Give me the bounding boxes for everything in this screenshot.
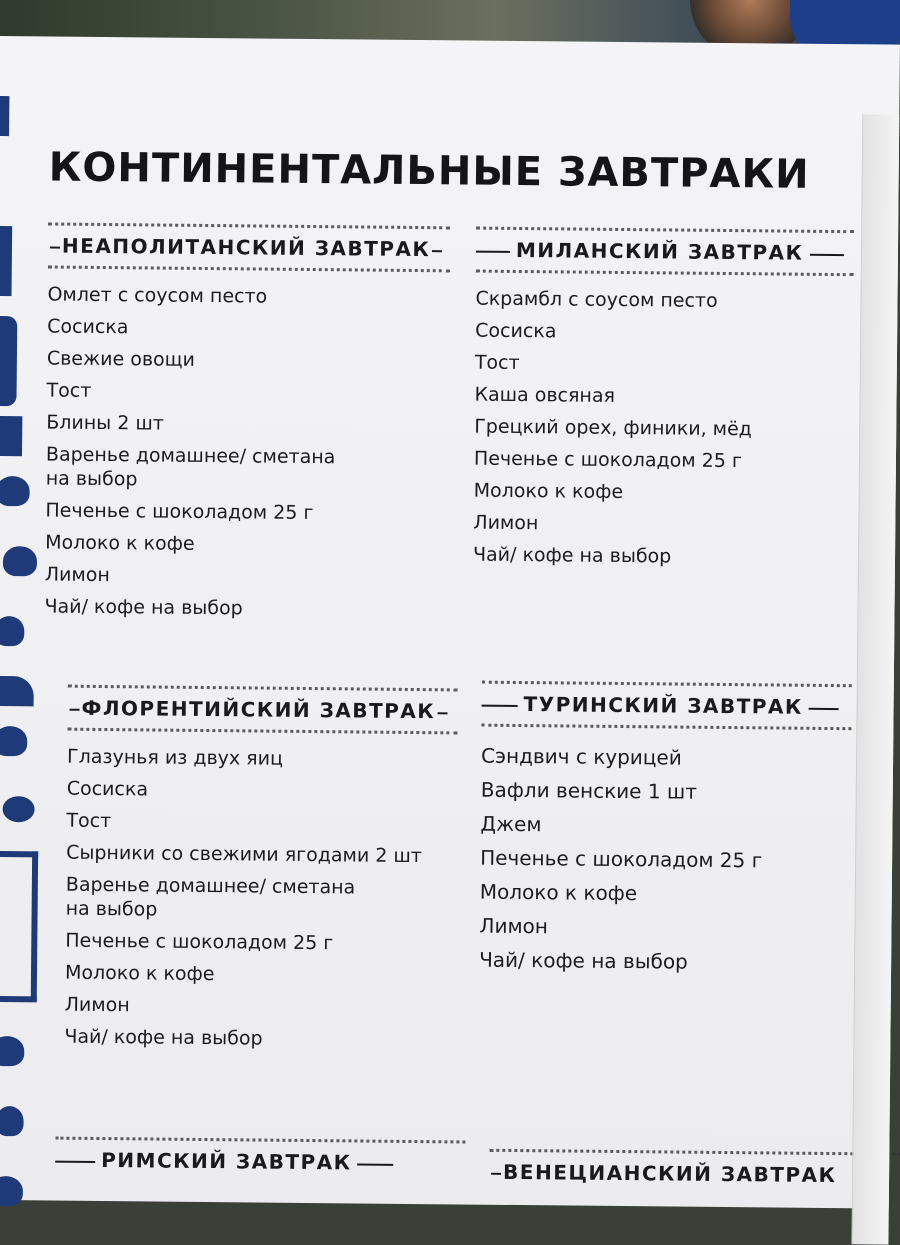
menu-item: Вафли венские 1 шт (480, 777, 698, 804)
menu-item: Печенье с шоколадом 25 г (45, 499, 314, 525)
menu-page (0, 36, 900, 1209)
menu-item: Чай/ кофе на выбор (44, 595, 243, 620)
menu-item: Сосиска (66, 777, 149, 801)
section-title (489, 1160, 900, 1188)
menu-item: Лимон (479, 913, 549, 939)
menu-item: Лимон (44, 563, 110, 587)
dotted-divider (482, 681, 852, 688)
section-title-text: ФЛОРЕНТИЙСКИЙ ЗАВТРАК (81, 695, 436, 724)
section-florentine (64, 685, 458, 1061)
menu-item: Молоко к кофе (64, 961, 215, 986)
section-title-text: РИМСКИЙ ЗАВТРАК (101, 1148, 352, 1175)
section-title (55, 1148, 465, 1176)
section-turin (479, 681, 852, 985)
dotted-divider (67, 728, 457, 735)
menu-item: Варенье домашнее/ сметана на выбор (65, 873, 356, 921)
menu-item: Блины 2 шт (46, 411, 164, 435)
menu-item: Варенье домашнее/ сметана на выбор (45, 443, 336, 491)
menu-item: Тост (474, 351, 520, 375)
rule-decoration (809, 253, 843, 255)
dash-decoration (432, 250, 442, 252)
dash-decoration (70, 708, 80, 710)
section-title (48, 233, 450, 261)
menu-item: Чай/ кофе на выбор (64, 1025, 263, 1050)
menu-item: Молоко к кофе (45, 531, 195, 555)
menu-item: Сосиска (47, 315, 129, 339)
item-list (473, 287, 854, 571)
menu-item: Лимон (64, 993, 130, 1017)
dotted-divider (481, 724, 851, 731)
menu-item: Скрамбл с соусом песто (475, 287, 718, 312)
dash-decoration (437, 712, 447, 714)
dotted-divider (476, 227, 854, 234)
section-title-text: МИЛАНСКИЙ ЗАВТРАК (515, 237, 804, 265)
rule-decoration (476, 250, 510, 252)
section-title-text: НЕАПОЛИТАНСКИЙ ЗАВТРАК (61, 233, 431, 262)
menu-item: Тост (46, 379, 92, 402)
menu-item: Джем (480, 811, 542, 837)
item-list (44, 282, 449, 622)
menu-item: Сэндвич с курицей (480, 743, 682, 770)
item-list (479, 743, 851, 977)
dash-decoration (50, 246, 60, 248)
section-title-text: ВЕНЕЦИАНСКИЙ ЗАВТРАК (503, 1159, 837, 1188)
menu-item: Тост (66, 809, 112, 833)
section-title (67, 696, 457, 724)
menu-item: Печенье с шоколадом 25 г (65, 929, 334, 955)
menu-item: Каша овсяная (474, 383, 616, 407)
menu-item: Омлет с соусом песто (47, 283, 268, 308)
dotted-divider (48, 222, 450, 229)
section-title-text: ТУРИНСКИЙ ЗАВТРАК (523, 692, 803, 719)
decorative-border-pattern (0, 76, 46, 1236)
menu-item: Сосиска (475, 319, 557, 343)
section-rome (55, 1137, 465, 1184)
menu-item: Лимон (473, 511, 539, 535)
menu-item: Молоко к кофе (479, 879, 638, 906)
rule-decoration (358, 1163, 394, 1165)
dotted-divider (55, 1137, 465, 1144)
menu-item: Чай/ кофе на выбор (472, 543, 672, 568)
dotted-divider (68, 685, 458, 692)
dotted-divider (476, 270, 854, 277)
item-list (64, 745, 457, 1053)
menu-title: КОНТИНЕНТАЛЬНЫЕ ЗАВТРАКИ (48, 144, 810, 198)
page-edge (851, 114, 899, 1244)
menu-item: Грецкий орех, финики, мёд (474, 415, 752, 441)
section-neapolitan (44, 222, 450, 630)
rule-decoration (809, 707, 839, 709)
dotted-divider (489, 1149, 900, 1156)
dash-decoration (491, 1172, 501, 1174)
rule-decoration (55, 1160, 95, 1162)
section-title (476, 238, 854, 266)
menu-item: Сырники со свежими ягодами 2 шт (66, 841, 422, 868)
menu-item: Молоко к кофе (473, 479, 624, 504)
dotted-divider (48, 265, 450, 272)
menu-item: Печенье с шоколадом 25 г (473, 447, 743, 473)
menu-item: Чай/ кофе на выбор (479, 947, 688, 974)
section-milan (473, 227, 854, 579)
menu-item: Глазунья из двух яиц (66, 745, 284, 770)
section-venice (489, 1149, 900, 1196)
section-title (481, 692, 851, 720)
menu-item: Печенье с шоколадом 25 г (480, 845, 763, 873)
rule-decoration (482, 704, 518, 706)
menu-item: Свежие овощи (46, 347, 196, 371)
